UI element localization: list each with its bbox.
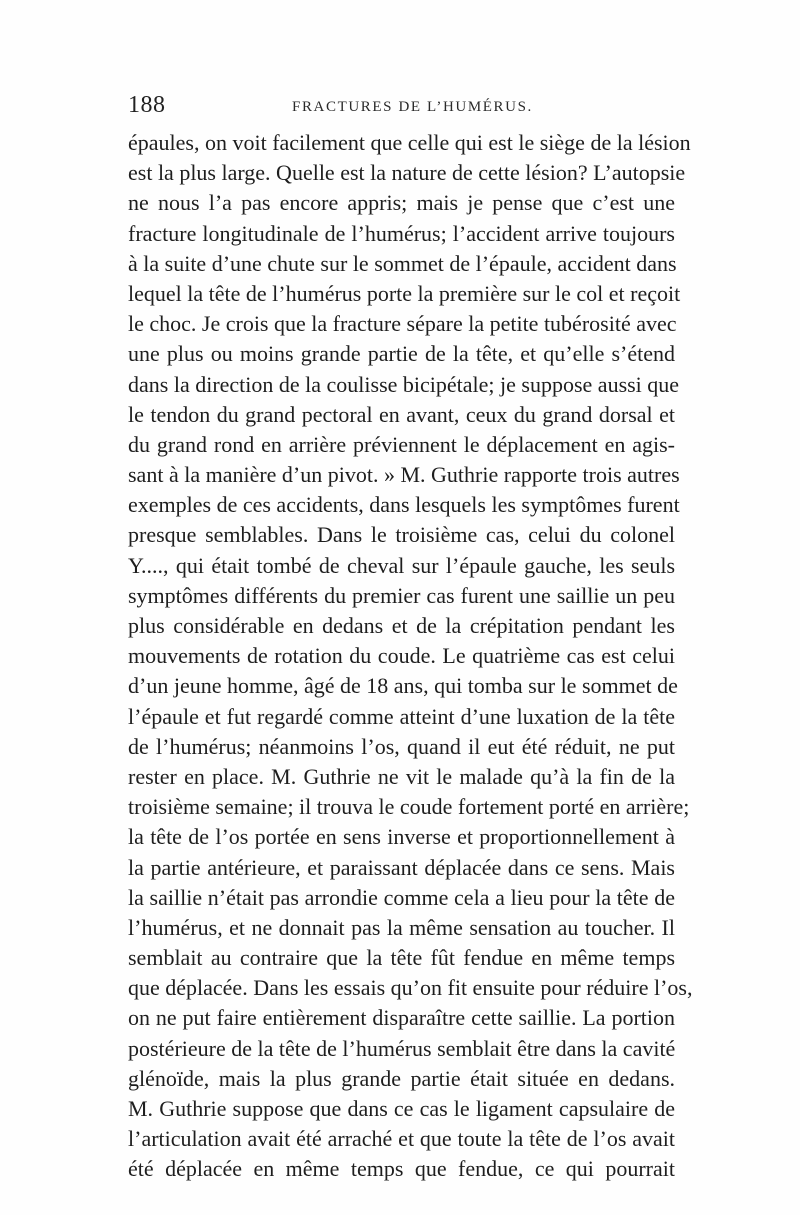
- text-line: l’épaule et fut regardé comme atteint d’une luxation de la tête: [128, 703, 675, 729]
- text-line: l’articulation avait été arraché et que toute la tête de l’os avait: [128, 1126, 675, 1152]
- text-line: glénoïde, mais la plus grande partie était située en dedans.: [128, 1065, 675, 1091]
- text-line: Y...., qui était tombé de cheval sur l’épaule gauche, les seuls: [128, 552, 675, 578]
- text-line: la partie antérieure, et paraissant déplacée dans ce sens. Mais: [128, 854, 675, 880]
- page-header: [128, 92, 673, 122]
- text-line: l’humérus, et ne donnait pas la même sensation au toucher. Il: [128, 914, 675, 940]
- text-line: M. Guthrie suppose que dans ce cas le ligament capsulaire de: [128, 1096, 675, 1121]
- text-line: fracture longitudinale de l’humérus; l’accident arrive toujours: [128, 220, 675, 246]
- text-line: une plus ou moins grande partie de la tête, et qu’elle s’étend: [128, 341, 675, 367]
- text-line: d’un jeune homme, âgé de 18 ans, qui tomba sur le sommet de: [128, 673, 678, 699]
- text-line: de l’humérus; néanmoins l’os, quand il eut été réduit, ne put: [128, 733, 675, 759]
- text-line: à la suite d’une chute sur le sommet de l’épaule, accident dans: [128, 250, 677, 276]
- text-line: exemples de ces accidents, dans lesquels les symptômes furent: [128, 492, 680, 518]
- text-line: dans la direction de la coulisse bicipétale; je suppose aussi que: [128, 371, 680, 397]
- running-title: FRACTURES DE L’HUMÉRUS.: [292, 99, 533, 115]
- page-number: 188: [128, 92, 166, 118]
- text-line: on ne put faire entièrement disparaître cette saillie. La portion: [128, 1005, 675, 1031]
- text-line: rester en place. M. Guthrie ne vit le malade qu’à la fin de la: [128, 763, 675, 789]
- text-line: symptômes différents du premier cas furent une saillie un peu: [128, 582, 675, 608]
- body-text: [128, 128, 693, 1185]
- text-line: est la plus large. Quelle est la nature de cette lésion? L’autopsie: [128, 160, 686, 186]
- text-line: le choc. Je crois que la fracture sépare la petite tubérosité avec: [128, 311, 677, 337]
- text-line: ne nous l’a pas encore appris; mais je pense que c’est une: [128, 190, 675, 216]
- text-line: presque semblables. Dans le troisième cas, celui du colonel: [128, 522, 675, 548]
- text-line: le tendon du grand pectoral en avant, ceux du grand dorsal et: [128, 401, 675, 427]
- text-line: semblait au contraire que la tête fût fendue en même temps: [128, 945, 675, 971]
- text-line: lequel la tête de l’humérus porte la première sur le col et reçoit: [128, 280, 681, 306]
- text-line: du grand rond en arrière préviennent le déplacement en agis-: [128, 431, 675, 457]
- text-line: mouvements de rotation du coude. Le quatrième cas est celui: [128, 643, 675, 669]
- text-line: la tête de l’os portée en sens inverse et proportionnellement à: [128, 824, 675, 850]
- text-line: postérieure de la tête de l’humérus semblait être dans la cavité: [128, 1035, 676, 1061]
- text-line: sant à la manière d’un pivot. » M. Guthrie rapporte trois autres: [128, 462, 680, 488]
- text-line: troisième semaine; il trouva le coude fortement porté en arrière;: [128, 794, 690, 820]
- text-line: été déplacée en même temps que fendue, ce qui pourrait: [128, 1156, 675, 1182]
- text-line: la saillie n’était pas arrondie comme cela a lieu pour la tête de: [128, 884, 675, 910]
- text-line: plus considérable en dedans et de la crépitation pendant les: [128, 613, 675, 638]
- text-line: épaules, on voit facilement que celle qui est le siège de la lésion: [128, 130, 691, 155]
- text-line: que déplacée. Dans les essais qu’on fit ensuite pour réduire l’os,: [128, 975, 693, 1001]
